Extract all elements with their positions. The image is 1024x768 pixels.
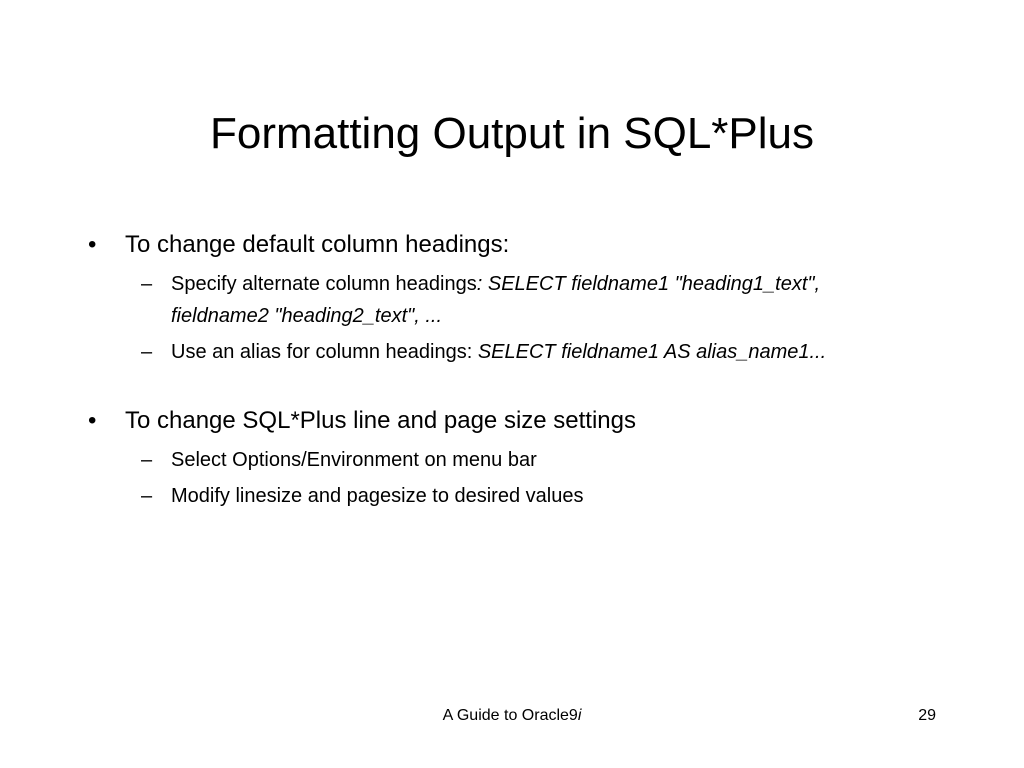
- sub-bullet-text: Modify linesize and pagesize to desired values: [171, 485, 584, 507]
- page-number: 29: [918, 707, 936, 724]
- dash-marker: –: [141, 341, 153, 363]
- bullet-marker: •: [88, 407, 97, 434]
- sub-bullet-text-italic: : SELECT fieldname1 "heading1_text", fieldname2 "heading2_text", ...: [171, 273, 821, 327]
- sub-bullet-text: Select Options/Environment on menu bar: [171, 449, 537, 471]
- footer-title: [0, 706, 1024, 726]
- dash-marker: –: [141, 273, 153, 295]
- sub-bullet-text: [171, 268, 851, 332]
- bullet-text: To change default column headings:: [125, 231, 510, 258]
- sub-bullet-text-italic: SELECT fieldname1 AS alias_name1...: [477, 341, 827, 363]
- bullet-text: To change SQL*Plus line and page size settings: [125, 407, 636, 434]
- sub-bullet-text-plain: Use an alias for column headings:: [171, 341, 478, 363]
- sub-bullet-text: [171, 336, 841, 368]
- footer-title-plain: A Guide to Oracle9: [442, 707, 578, 724]
- footer-title-italic: i: [577, 707, 582, 724]
- dash-marker: –: [141, 485, 153, 507]
- dash-marker: –: [141, 449, 153, 471]
- slide-title: Formatting Output in SQL*Plus: [209, 109, 815, 158]
- bullet-marker: •: [88, 231, 97, 258]
- sub-bullet-text-plain: Specify alternate column headings: [171, 273, 477, 295]
